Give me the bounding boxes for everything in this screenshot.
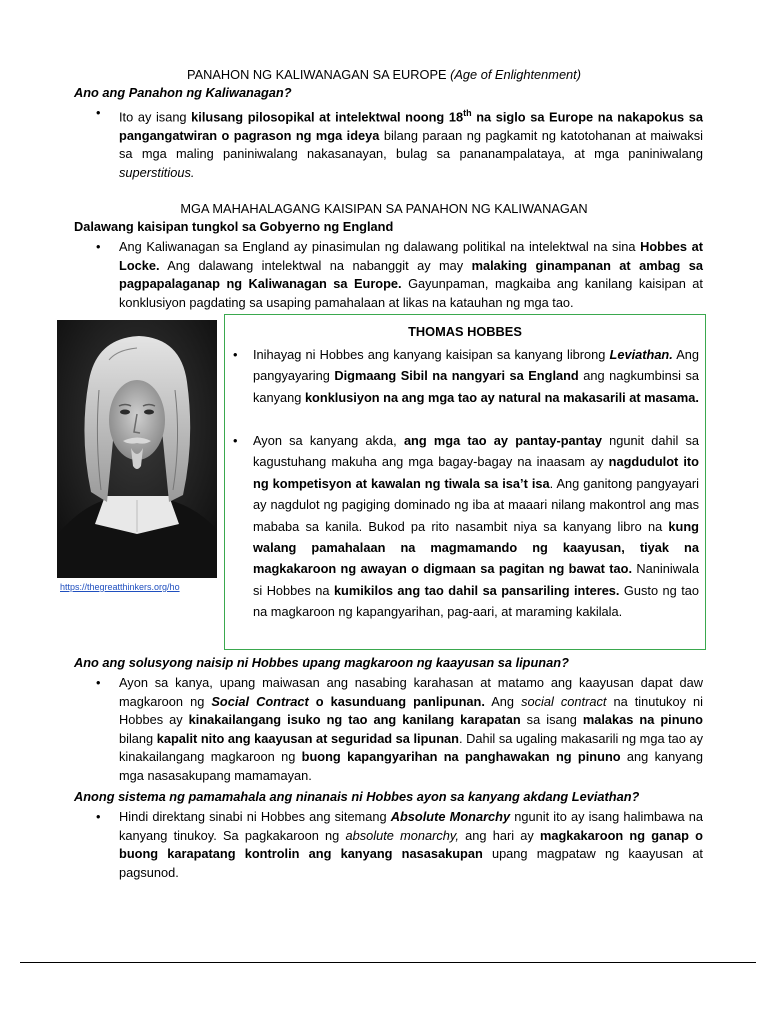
bullet-item-2: • Ang Kaliwanagan sa England ay pinasimulan ng dalawang politikal na intelektwal na sina Hobbes at Locke. Ang dalawang intelektwal na nabanggit ay may malaking ginampanan at ambag sa pagpapalaganap ng Kaliwanagan sa Europe. Gayunpaman, magkaiba ang kanilang kaisipan at konklusiyon pagdating sa usaping pamahalaan at likas na katauhan ng mga tao.: [96, 239, 703, 310]
question-heading-1: Ano ang Panahon ng Kaliwanagan?: [74, 85, 292, 100]
thomas-hobbes-box: [224, 314, 706, 650]
footer-divider: [20, 962, 756, 963]
question-heading-3: Anong sistema ng pamamahala ang ninanais ni Hobbes ayon sa kanyang akdang Leviathan?: [74, 789, 640, 804]
question-heading-2: Ano ang solusyong naisip ni Hobbes upang magkaroon ng kaayusan sa lipunan?: [74, 655, 569, 670]
subheading-government: Dalawang kaisipan tungkol sa Gobyerno ng England: [74, 219, 394, 234]
bullet-item-1: • Ito ay isang kilusang pilosopikal at intelektwal noong 18th na siglo sa Europe na nakapokus sa pangangatwiran o pagrason ng mga ideya bilang paraan ng pagkamit ng katotohanan at maiwaksi sa mga maling paniniwalang nakasanayan, bulag sa pananampalataya, at mga paniniwalang superstitious.: [96, 105, 704, 181]
portrait-source-link[interactable]: https://thegreatthinkers.org/ho: [60, 582, 180, 592]
bullet-dot: •: [96, 809, 101, 824]
bullet-dot: •: [96, 239, 101, 254]
bullet-dot: •: [233, 433, 238, 448]
box-bullet-item-2: • Ayon sa kanyang akda, ang mga tao ay pantay-pantay ngunit dahil sa kagustuhang makuha ang mga bagay-bagay na inaasam ay nagdudulot ito ng kompetisyon at kawalan ng tiwala sa isa’t isa. Ang ganitong pangyayari ay nagdulot ng pagiging dominado ng iba at maaari nilang makontrol ang mas mababa sa kanila. Bukod pa rito nasambit niya sa kanyang libro na kung walang pamahalaan na magmamando ng kaayusan, tiyak na magkakaroon ng awayan o digmaan sa pagitan ng bawat tao. Naniniwala si Hobbes na kumikilos ang tao dahil sa pansariling interes. Gusto ng tao na magkaroon ng kapangyarihan, pag-aari, at maraming kakilala.: [233, 430, 699, 623]
bullet-dot: •: [96, 675, 101, 690]
bullet-dot: •: [96, 105, 101, 120]
bullet-item-4: • Hindi direktang sinabi ni Hobbes ang sitemang Absolute Monarchy ngunit ito ay isang halimbawa na kanyang tinukoy. Sa pagkakaroon ng absolute monarchy, ang hari ay magkakaroon ng ganap o buong karapatang kontrolin ang kanyang nasasakupan upang magpataw ng kaayusan at pagsunod.: [96, 809, 703, 880]
box-title: THOMAS HOBBES: [408, 324, 522, 339]
box-bullet-item-1: • Inihayag ni Hobbes ang kanyang kaisipan sa kanyang librong Leviathan. Ang pangyayaring Digmaang Sibil na nangyari sa England ang nagkumbinsi sa kanyang konklusiyon na ang mga tao ay natural na makasarili at masama.: [233, 344, 699, 408]
bullet-dot: •: [233, 347, 238, 362]
section-title-enlightenment: PANAHON NG KALIWANAGAN SA EUROPE (Age of Enlightenment): [186, 67, 581, 82]
section-title-key-ideas: MGA MAHAHALAGANG KAISIPAN SA PANAHON NG KALIWANAGAN: [180, 201, 588, 216]
thomas-hobbes-portrait: [57, 320, 217, 578]
bullet-item-3: • Ayon sa kanya, upang maiwasan ang nasabing karahasan at matamo ang kaayusan dapat daw magkaroon ng Social Contract o kasunduang panlipunan. Ang social contract na tinutukoy ni Hobbes ay kinakailangang isuko ng tao ang kanilang karapatan sa isang malakas na pinuno bilang kapalit nito ang kaayusan at seguridad sa lipunan. Dahil sa ugaling makasarili ng mga tao ay kinakailangang magkaroon ng buong kapangyarihan na panghawakan ng pinuno ang kanyang mga nasasakupang mamamayan.: [96, 675, 703, 783]
